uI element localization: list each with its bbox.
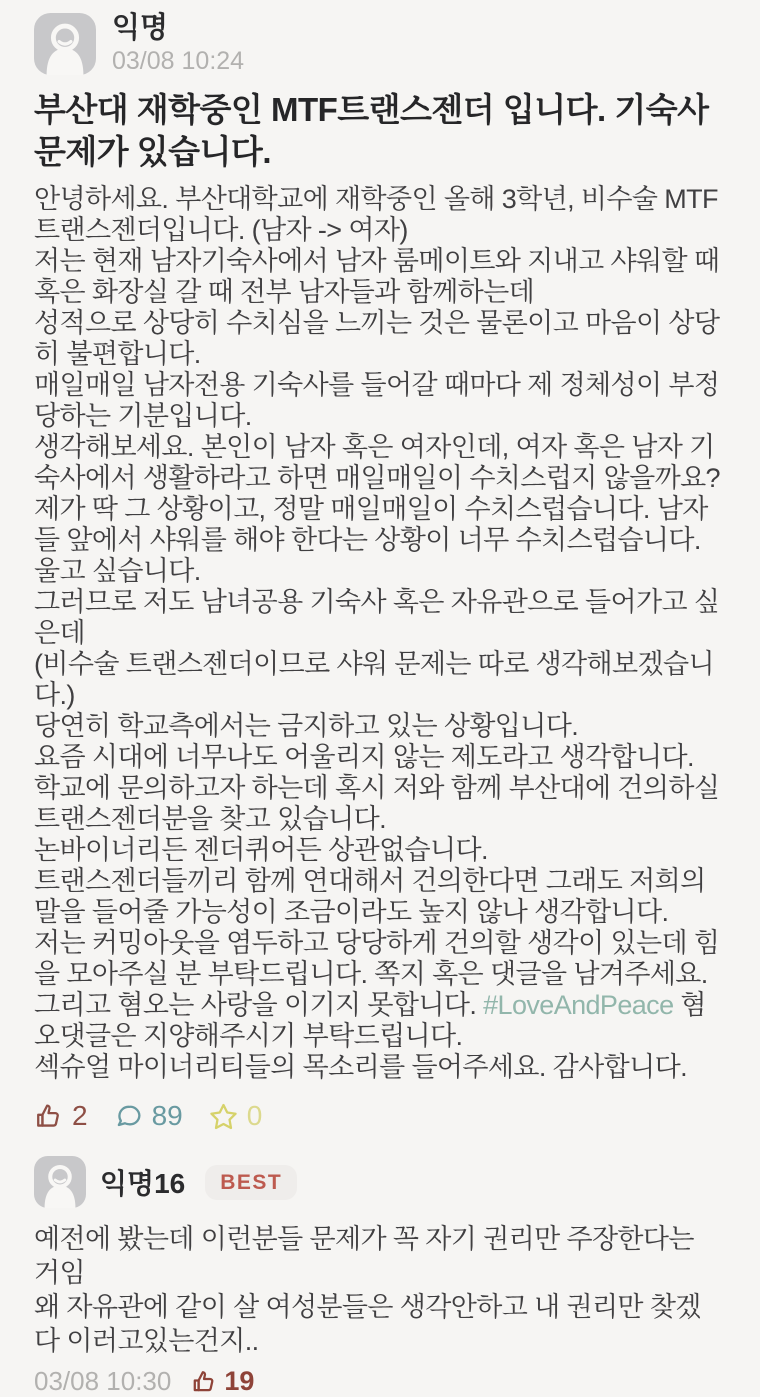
post-paragraph: 저는 커밍아웃을 염두하고 당당하게 건의할 생각이 있는데 힘을 모아주실 분 부탁드립니다. 쪽지 혹은 댓글을 남겨주세요.	[34, 928, 720, 990]
like-button[interactable]	[34, 1102, 88, 1131]
best-comment	[34, 1156, 726, 1397]
post-paragraph: 학교에 문의하고자 하는데 혹시 저와 함께 부산대에 건의하실 트랜스젠더분을 찾고 있습니다.	[34, 773, 720, 835]
post-paragraph: 안녕하세요. 부산대학교에 재학중인 올해 3학년, 비수술 MTF트랜스젠더입니다. (남자 -> 여자)	[34, 184, 718, 246]
post-paragraph: 트랜스젠더들끼리 함께 연대해서 건의한다면 그래도 저희의 말을 들어줄 가능성이 조금이라도 높지 않나 생각합니다.	[34, 866, 706, 928]
comment-bubble-icon	[114, 1102, 143, 1131]
anonymous-avatar-icon	[34, 13, 96, 75]
post-paragraph: 성적으로 상당히 수치심을 느끼는 것은 물론이고 마음이 상당히 불편합니다.	[34, 308, 720, 370]
thumbs-up-icon	[34, 1102, 63, 1131]
post-header	[34, 13, 726, 75]
post-paragraph: 생각해보세요. 본인이 남자 혹은 여자인데, 여자 혹은 남자 기숙사에서 생활하라고 하면 매일매일이 수치스럽지 않을까요?	[34, 432, 720, 494]
post-paragraph: 요즘 시대에 너무나도 어울리지 않는 제도라고 생각합니다.	[34, 742, 694, 773]
post-paragraph: 당연히 학교측에서는 금지하고 있는 상황입니다.	[34, 711, 579, 742]
comment-count: 89	[151, 1100, 183, 1132]
post-title: 부산대 재학중인 MTF트랜스젠더 입니다. 기숙사 문제가 있습니다.	[34, 91, 709, 171]
scrap-count: 0	[246, 1100, 263, 1132]
post-paragraph: 매일매일 남자전용 기숙사를 들어갈 때마다 제 정체성이 부정당하는 기분입니다.	[34, 370, 720, 432]
comment-header	[34, 1156, 726, 1208]
best-badge: BEST	[205, 1165, 297, 1200]
post-timestamp: 03/08 10:24	[112, 46, 245, 75]
scrap-button[interactable]	[209, 1102, 263, 1131]
hashtag-line-after: 혐오댓글은 지양해주시기 부탁드립니다.	[34, 990, 706, 1052]
thumbs-up-icon	[191, 1369, 217, 1395]
post-meta	[112, 13, 244, 75]
like-count: 2	[72, 1100, 88, 1132]
post-paragraph-hashtag	[34, 990, 726, 1052]
post-author: 익명	[112, 12, 169, 44]
comment-timestamp: 03/08 10:30	[34, 1366, 172, 1397]
post-paragraph: 그러므로 저도 남녀공용 기숙사 혹은 자유관으로 들어가고 싶은데	[34, 587, 720, 649]
comment-line: 왜 자유관에 같이 살 여성분들은 생각안하고 내 권리만 찾겠다 이러고있는건지..	[34, 1292, 701, 1357]
comment-author: 익명16	[100, 1168, 186, 1200]
hashtag-line-before: 그리고 혐오는 사랑을 이기지 못합니다.	[34, 990, 484, 1021]
post-paragraph: 섹슈얼 마이너리티들의 목소리를 들어주세요. 감사합니다.	[34, 1052, 687, 1083]
star-icon	[209, 1102, 238, 1131]
comment-text	[34, 1222, 726, 1358]
anonymous-avatar-icon	[34, 1156, 86, 1208]
comment-line: 예전에 봤는데 이런분들 문제가 꼭 자기 권리만 주장한다는 거임	[34, 1224, 694, 1289]
comment-footer	[34, 1366, 726, 1397]
post-paragraph: 논바이너리든 젠더퀴어든 상관없습니다.	[34, 835, 488, 866]
post-paragraph: 제가 딱 그 상황이고, 정말 매일매일이 수치스럽습니다. 남자들 앞에서 샤워를 해야 한다는 상황이 너무 수치스럽습니다. 울고 싶습니다.	[34, 494, 708, 587]
post-paragraph: 저는 현재 남자기숙사에서 남자 룸메이트와 지내고 샤워할 때 혹은 화장실 갈 때 전부 남자들과 함께하는데	[34, 246, 720, 308]
comment-button[interactable]	[114, 1102, 183, 1131]
post-body	[34, 184, 726, 1083]
comment-like-count: 19	[224, 1366, 255, 1397]
post-reactions	[34, 1098, 726, 1134]
hashtag-link[interactable]: #LoveAndPeace	[483, 990, 674, 1021]
comment-like-button[interactable]	[191, 1368, 254, 1395]
post-paragraph: (비수술 트랜스젠더이므로 샤워 문제는 따로 생각해보겠습니다.)	[34, 649, 714, 711]
